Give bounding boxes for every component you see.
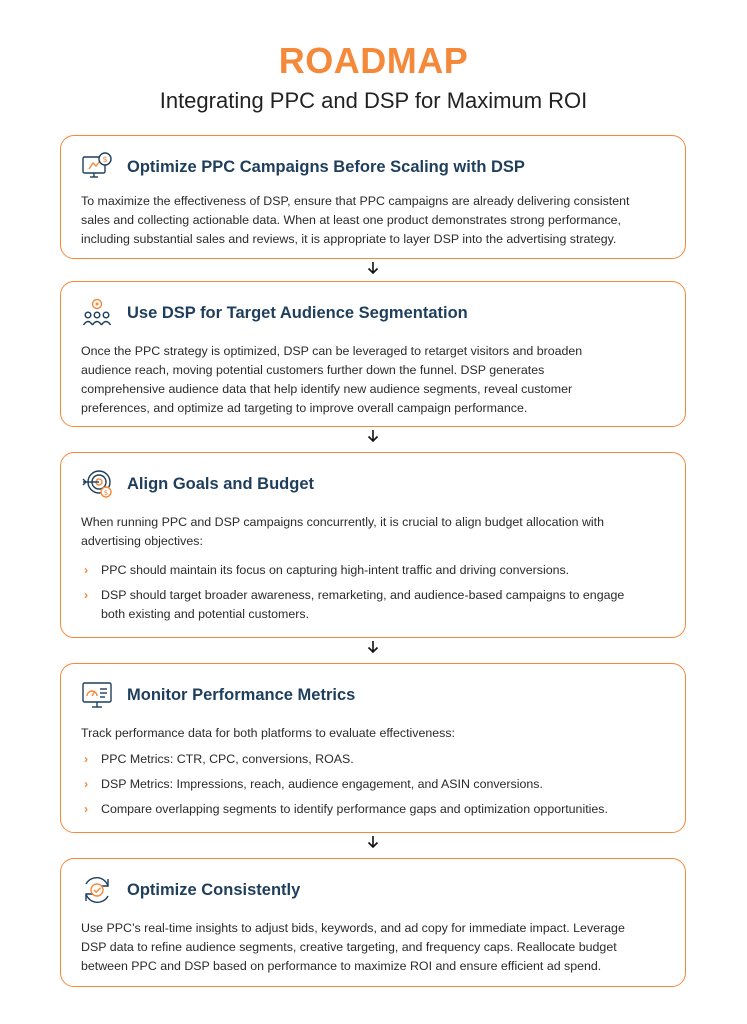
bullet-text: Compare overlapping segments to identify performance gaps and optimization opportunities.: [101, 802, 608, 816]
step-title: Use DSP for Target Audience Segmentation: [127, 303, 468, 322]
monitor-dollar-icon: [81, 151, 113, 183]
text-line: comprehensive audience data that help identify new audience segments, reveal customer: [81, 382, 573, 396]
step-description: [81, 919, 667, 976]
list-item: [81, 800, 667, 819]
text-line: Once the PPC strategy is optimized, DSP can be leveraged to retarget visitors and broaden: [81, 344, 583, 358]
text-line: Track performance data for both platforms to evaluate effectiveness:: [81, 726, 455, 740]
down-arrow-icon: [366, 835, 380, 849]
text-line: DSP data to refine audience segments, creative targeting, and frequency caps. Reallocate budget: [81, 940, 617, 954]
step-title: Optimize Consistently: [127, 880, 301, 899]
audience-group-icon: [81, 297, 113, 329]
down-arrow-icon: [366, 261, 380, 275]
down-arrow-icon: [366, 429, 380, 443]
dashboard-monitor-icon: [81, 679, 113, 711]
svg-text:$: $: [103, 489, 109, 497]
list-item: [81, 586, 667, 624]
refresh-check-icon: [81, 874, 113, 906]
page-subtitle: Integrating PPC and DSP for Maximum ROI: [159, 88, 588, 113]
svg-text:$: $: [102, 155, 108, 164]
text-line: advertising objectives:: [81, 534, 203, 548]
page-title: ROADMAP: [278, 40, 469, 81]
roadmap-step-3: [60, 452, 686, 638]
chevron-right-icon: ›: [84, 752, 89, 766]
bullet-text: DSP should target broader awareness, remarketing, and audience-based campaigns to engage: [101, 588, 625, 602]
target-dollar-icon: [81, 468, 113, 500]
text-line: To maximize the effectiveness of DSP, ensure that PPC campaigns are already delivering consistent: [81, 194, 630, 208]
text-line: When running PPC and DSP campaigns concurrently, it is crucial to align budget allocation with: [81, 515, 604, 529]
list-item: [81, 750, 667, 769]
bullet-text: DSP Metrics: Impressions, reach, audience engagement, and ASIN conversions.: [101, 777, 543, 791]
chevron-right-icon: ›: [84, 802, 89, 816]
chevron-right-icon: ›: [84, 777, 89, 791]
step-header: [81, 873, 300, 907]
down-arrow-icon: [366, 640, 380, 654]
bullet-list: [81, 750, 667, 819]
text-line: between PPC and DSP based on performance to maximize ROI and ensure efficient ad spend.: [81, 959, 602, 973]
step-description: [81, 192, 667, 249]
list-item: [81, 775, 667, 794]
chevron-right-icon: ›: [84, 563, 89, 577]
text-line: including substantial sales and reviews, it is appropriate to layer DSP into the advertising strategy.: [81, 232, 617, 246]
step-title: Optimize PPC Campaigns Before Scaling with DSP: [127, 157, 525, 176]
roadmap-step-1: [60, 135, 686, 259]
roadmap-step-2: [60, 281, 686, 427]
step-title: Monitor Performance Metrics: [127, 685, 356, 704]
text-line: audience reach, moving potential customers further down the funnel. DSP generates: [81, 363, 545, 377]
bullet-list: [81, 561, 667, 624]
bullet-text: PPC should maintain its focus on capturing high-intent traffic and driving conversions.: [101, 563, 570, 577]
step-description: [81, 513, 667, 624]
bullet-text: both existing and potential customers.: [101, 607, 310, 621]
step-description: [81, 724, 667, 819]
step-description: [81, 342, 667, 418]
roadmap-step-5: [60, 858, 686, 987]
step-header: [81, 467, 314, 501]
chevron-right-icon: ›: [84, 588, 89, 602]
roadmap-step-4: [60, 663, 686, 833]
step-header: [81, 296, 468, 330]
text-line: sales and collecting actionable data. When at least one product demonstrates strong performance,: [81, 213, 621, 227]
step-header: [81, 150, 525, 184]
bullet-text: PPC Metrics: CTR, CPC, conversions, ROAS.: [101, 752, 354, 766]
text-line: preferences, and optimize ad targeting to improve overall campaign performance.: [81, 401, 528, 415]
step-title: Align Goals and Budget: [127, 474, 315, 493]
list-item: [81, 561, 667, 580]
step-header: [81, 678, 355, 712]
text-line: Use PPC’s real-time insights to adjust bids, keywords, and ad copy for immediate impact. Leverage: [81, 921, 625, 935]
